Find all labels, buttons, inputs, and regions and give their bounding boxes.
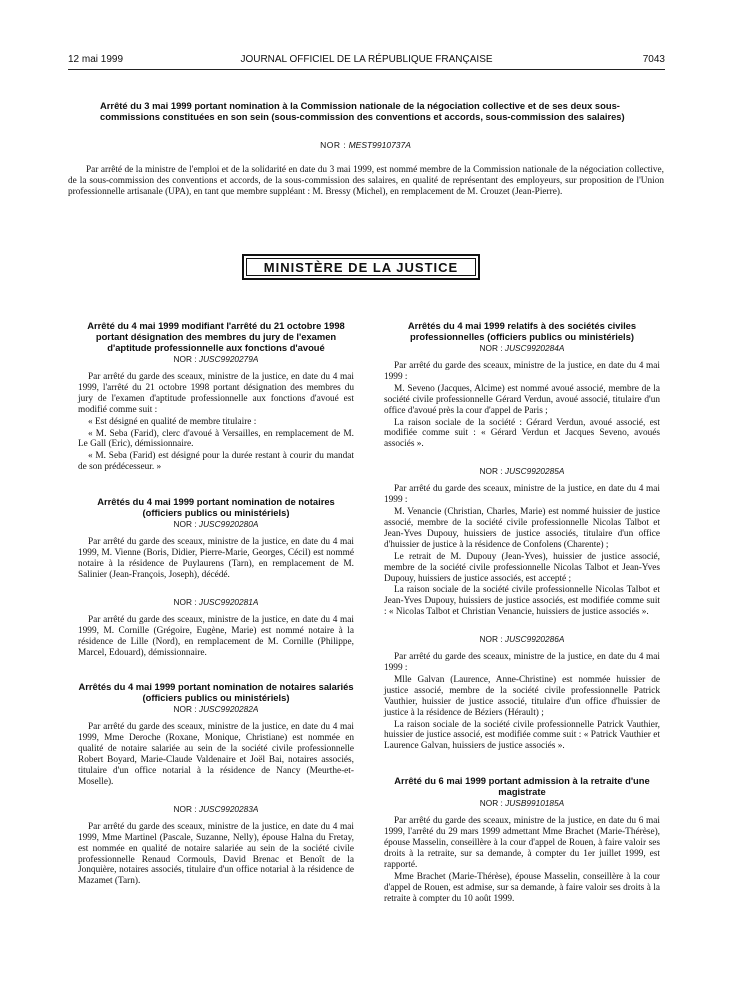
nor-label: NOR : [173, 596, 197, 607]
article-nor [78, 804, 354, 814]
nor-code: MEST9910737A [348, 140, 411, 150]
right-column [384, 320, 660, 906]
paragraph: Par arrêté du garde des sceaux, ministre de la justice, en date du 4 mai 1999, M. Cornille (Grégoire, Eugène, Marie) est nommé notaire à la résidence de Lille (Nord), en remplacement de M. Cornille (Philippe, Marcel, Edouard), démissionnaire. [78, 614, 354, 658]
nor-code: JUSC9920279A [198, 354, 259, 364]
header-page-number: 7043 [642, 54, 665, 65]
article-nor [78, 597, 354, 607]
paragraph: M. Seveno (Jacques, Alcime) est nommé avoué associé, membre de la société civile professionnelle Gérard Verdun, avoué associé, titulaire d'un office d'avoué près la cour d'appel de Paris ; [384, 383, 660, 416]
nor-label: NOR : [173, 704, 197, 715]
paragraph: Le retrait de M. Dupouy (Jean-Yves), huissier de justice associé, membre de la société civile professionnelle Nicolas Talbot et Jean-Yves Dupouy, huissiers de justice associés, est accepté ; [384, 551, 660, 584]
nor-code: JUSC9920282A [198, 704, 259, 715]
paragraph: Par arrêté du garde des sceaux, ministre de la justice, en date du 4 mai 1999, Mme Martinel (Pascale, Suzanne, Nelly), épouse Halna du Fretay, est nommée en qualité de notaire salariée au sein de la société civile professionnelle Renaud Cormouls, David Brenac et Benoît de la Jonquière, notaires associés, titulaire d'un office notarial à la résidence de Mazamet (Tarn). [78, 821, 354, 887]
nor-label: NOR : [320, 140, 347, 150]
nor-code: JUSC9920281A [198, 596, 259, 607]
article-title: Arrêtés du 4 mai 1999 portant nomination de notaires salariés (officiers publics ou ministériels) [78, 681, 354, 704]
header-date: 12 mai 1999 [68, 54, 124, 65]
article-nor [78, 354, 354, 364]
paragraph: M. Venancie (Christian, Charles, Marie) est nommé huissier de justice associé, membre de la société civile professionnelle Nicolas Talbot et Jean-Yves Dupouy, huissiers de justice associés, titulaire d'un office d'huissier de justice à la résidence de Confolens (Charente) ; [384, 507, 660, 550]
paragraph: « M. Seba (Farid), clerc d'avoué à Versailles, en remplacement de M. Le Gall (Eric), démissionnaire. [78, 428, 354, 450]
header-journal-title: JOURNAL OFFICIEL DE LA RÉPUBLIQUE FRANÇAISE [240, 54, 493, 65]
nor-code: JUSC9920284A [504, 343, 565, 353]
article-nor [384, 466, 660, 476]
paragraph: Par arrêté du garde des sceaux, ministre de la justice, en date du 4 mai 1999 : [384, 361, 660, 382]
article-title: Arrêtés du 4 mai 1999 portant nomination de notaires (officiers publics ou ministériels) [97, 496, 335, 519]
article-nor [384, 798, 660, 808]
paragraph: Par arrêté du garde des sceaux, ministre de la justice, en date du 4 mai 1999 : [384, 484, 660, 506]
article-title: Arrêté du 6 mai 1999 portant admission à la retraite d'une magistrate [394, 775, 650, 798]
paragraph: Mme Brachet (Marie-Thérèse), épouse Masselin, conseillère à la cour d'appel de Rouen, est admise, sur sa demande, à faire valoir ses droits à la retraite à compter du 10 août 1999. [384, 871, 660, 904]
nor-label: NOR : [479, 466, 503, 477]
nor-label: NOR : [173, 803, 197, 814]
paragraph: Par arrêté du garde des sceaux, ministre de la justice, en date du 4 mai 1999, Mme Deroche (Roxane, Monique, Christiane) est nommée en qualité de notaire salariée au sein de la société civile professionnelle Robert Boyard, Marie-Claude Valdenaire et Joël Bai, notaires associés, titulaire d'un office notarial à la résidence de Nancy (Meurthe-et-Moselle). [78, 722, 354, 787]
left-column [78, 320, 354, 888]
page-header [68, 54, 665, 68]
article-title: Arrêtés du 4 mai 1999 relatifs à des sociétés civiles professionnelles (officiers publics ou ministériels) [407, 320, 637, 342]
paragraph: Par arrêté du garde des sceaux, ministre de la justice, en date du 4 mai 1999, M. Vienne (Boris, Didier, Pierre-Marie, Georges, Cécil) est nommé notaire à la résidence de Puylaurens (Tarn), en remplacement de M. Salinier (Jean-François, Joseph), décédé. [78, 537, 354, 580]
paragraph: « Est désigné en qualité de membre titulaire : [88, 416, 257, 427]
paragraph: Par arrêté du garde des sceaux, ministre de la justice, en date du 6 mai 1999, l'arrêté du 29 mars 1999 admettant Mme Brachet (Marie-Thérèse), épouse Masselin, conseillère à la cour d'appel de Rouen, à faire valoir ses droits à la retraite, sur sa demande, à compter du 1er juillet 1999, est rapporté. [384, 816, 660, 870]
nor-code: JUSC9920285A [504, 466, 565, 477]
paragraph: Par arrêté du garde des sceaux, ministre de la justice, en date du 4 mai 1999 : [384, 652, 660, 674]
top-article-body: Par arrêté de la ministre de l'emploi et de la solidarité en date du 3 mai 1999, est nommé membre de la Commission nationale de la négociation collective, de la sous-commission des conventions et accords, de la sous-commission des salaires, en qualité de représentant des employeurs, sur proposition de l'Union professionnelle artisanale (UPA), en tant que membre suppléant : M. Bressy (Michel), en remplacement de M. Crouzet (Jean-Pierre). [68, 165, 664, 197]
paragraph: La raison sociale de la société : Gérard Verdun, avoué associé, est modifiée comme suit : « Gérard Verdun et Jacques Seveno, avoués associés ». [384, 417, 660, 450]
paragraph: La raison sociale de la société civile professionnelle Patrick Vauthier, huissier de justice associé, est modifiée comme suit : « Patrick Vauthier et Laurence Galvan, huissiers de justice associés ». [384, 719, 660, 752]
nor-label: NOR : [479, 343, 503, 353]
paragraph: La raison sociale de la société civile professionnelle Nicolas Talbot et Jean-Yves Dupouy, huissiers de justice associés, est modifiée comme suit : « Nicolas Talbot et Christian Venancie, huissiers de justice associés ». [384, 585, 660, 618]
nor-label: NOR : [173, 519, 197, 530]
paragraph: « M. Seba (Farid) est désigné pour la durée restant à courir du mandat de son prédécesseur. » [78, 451, 354, 473]
article-nor [384, 634, 660, 644]
nor-code: JUSC9920280A [198, 519, 259, 530]
nor-label: NOR : [173, 354, 197, 364]
nor-code: JUSC9920286A [504, 634, 565, 645]
top-article-title: Arrêté du 3 mai 1999 portant nomination à la Commission nationale de la négociation collective et de ses deux sous-commissions constituées en son sein (sous-commission des conventions et accords, sous-commission des salaires) [100, 100, 625, 122]
nor-code: JUSC9920283A [198, 803, 259, 814]
nor-code: JUSB9910185A [505, 798, 565, 809]
article-title: Arrêté du 4 mai 1999 modifiant l'arrêté du 21 octobre 1998 portant désignation des membres du jury de l'examen d'aptitude professionnelle aux fonctions d'avoué [87, 320, 345, 353]
article-nor [78, 519, 354, 529]
paragraph: Par arrêté du garde des sceaux, ministre de la justice, en date du 4 mai 1999, l'arrêté du 21 octobre 1998 portant désignation des membres du jury de l'examen d'aptitude professionnelle aux fonctions d'avoué est modifié comme suit : [78, 372, 354, 415]
header-rule [68, 69, 665, 70]
top-article-nor [0, 140, 731, 150]
ministry-heading-box [242, 254, 480, 280]
paragraph: Mlle Galvan (Laurence, Anne-Christine) est nommée huissier de justice associé, membre de la société civile professionnelle Patrick Vauthier, huissier de justice associé, titulaire d'un office d'huissier de justice à la résidence de Béziers (Hérault) ; [384, 674, 660, 718]
nor-label: NOR : [479, 634, 503, 645]
article-nor [384, 343, 660, 353]
ministry-heading: MINISTÈRE DE LA JUSTICE [263, 259, 459, 275]
article-nor [78, 704, 354, 714]
nor-label: NOR : [479, 798, 503, 809]
